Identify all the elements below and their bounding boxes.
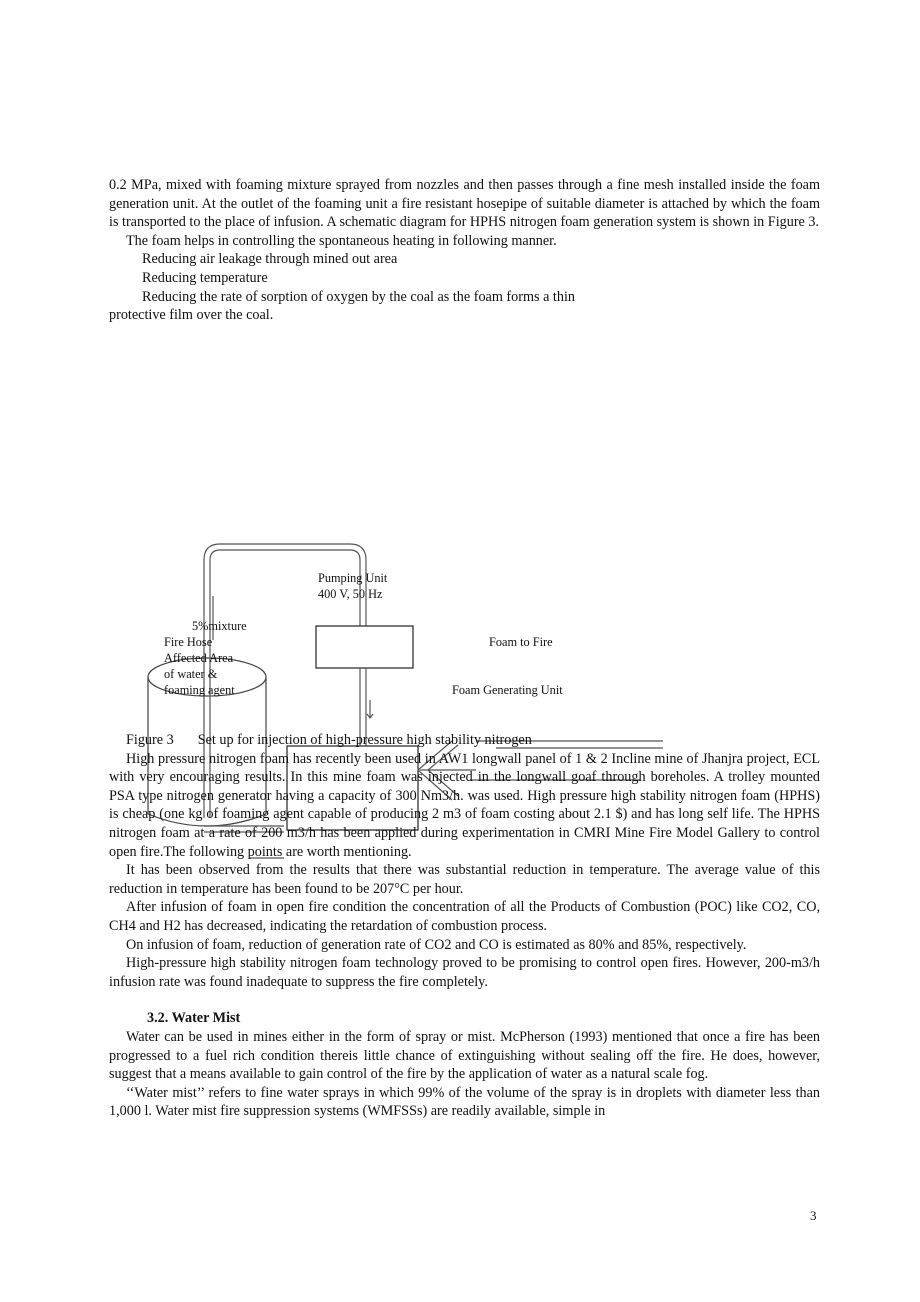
list-item: Reducing the rate of sorption of oxygen by the coal as the foam forms a thin	[142, 288, 575, 305]
paragraph: High pressure nitrogen foam has recently been used in AW1 longwall panel of 1 & 2 Incline mine of Jhanjra project, ECL with very encouraging results. In this mine foam was injected in the longwall goaf through boreholes. A trolley mounted PSA type nitrogen generator having a capacity of 300 Nm3/h. was used. High pressure high stability nitrogen foam (HPHS) is cheap (one kg of foaming agent capable of producing 2 m3 of foam costing about 2.1 $) and has long self life. The HPHS nitrogen foam at a rate of 200 m3/h has been applied during experimentation in CMRI Mine Fire Model Gallery to control open fire.The following points are worth mentioning.	[109, 750, 820, 860]
label-pumping-power: 400 V, 50 Hz	[318, 587, 383, 601]
paragraph: It has been observed from the results that there was substantial reduction in temperature. The average value of this reduction in temperature has been found to be 207°C per hour.	[109, 862, 820, 897]
paragraph: After infusion of foam in open fire condition the concentration of all the Products of Combustion (POC) like CO2, CO, CH4 and H2 has decreased, indicating the retardation of combustion process.	[109, 899, 820, 934]
label-fire-hose: Fire Hose	[164, 635, 213, 649]
label-foam-generating-unit: Foam Generating Unit	[452, 683, 563, 697]
paragraph: 0.2 MPa, mixed with foaming mixture sprayed from nozzles and then passes through a fine mesh installed inside the foam generation unit. At the outlet of the foaming unit a fire resistant hosepipe of suitable diameter is attached by which the foam is transported to the place of infusion. A schematic diagram for HPHS nitrogen foam generation system is shown in Figure 3.	[109, 177, 820, 231]
label-mixture: 5%mixture	[192, 619, 247, 633]
pumping-unit-box	[316, 626, 413, 668]
label-foam-to-fire: Foam to Fire	[489, 635, 553, 649]
paragraph: The foam helps in controlling the spontaneous heating in following manner.	[126, 232, 557, 249]
label-foaming-agent: foaming agent	[164, 683, 235, 697]
figure-caption-text: Set up for injection of high-pressure high stability nitrogen	[197, 732, 532, 748]
list-item-continuation: protective film over the coal.	[109, 307, 274, 324]
label-pumping-unit: Pumping Unit	[318, 571, 388, 585]
list-item: Reducing temperature	[142, 269, 268, 286]
figure-caption-number: Figure 3	[126, 732, 174, 748]
paragraph: High-pressure high stability nitrogen foam technology proved to be promising to control open fires. However, 200-m3/h infusion rate was found inadequate to suppress the fire completely.	[109, 955, 820, 990]
figure-caption	[109, 731, 820, 750]
page-number: 3	[810, 1208, 817, 1223]
text-block-bottom	[109, 731, 820, 1121]
label-of-water: of water &	[164, 667, 218, 681]
paragraph: On infusion of foam, reduction of generation rate of CO2 and CO is estimated as 80% and 85%, respectively.	[126, 936, 747, 953]
section-heading: 3.2. Water Mist	[147, 1010, 241, 1027]
paragraph: ‘‘Water mist’’ refers to fine water sprays in which 99% of the volume of the spray is in droplets with diameter less than 1,000 l. Water mist fire suppression systems (WMFSSs) are readily available, simple in	[109, 1084, 820, 1120]
paragraph: Water can be used in mines either in the form of spray or mist. McPherson (1993) mentioned that once a fire has been progressed to a fuel rich condition thereis little chance of extinguishing without sealing off the fire. He does, however, suggest that a means available to gain control of the fire by the application of water as a natural scale fog.	[109, 1028, 820, 1083]
list-item: Reducing air leakage through mined out area	[142, 251, 398, 268]
label-affected-area: Affected Area	[164, 651, 234, 665]
